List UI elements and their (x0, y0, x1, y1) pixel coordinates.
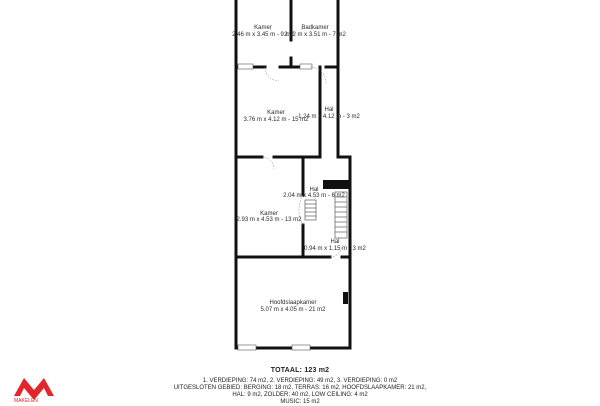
summary-line-excluded-3: MUSIC: 15 m2 (280, 399, 320, 405)
summary-line-excluded-2: HAL: 9 m2, ZOLDER: 40 m2, LOW CEILING: 4 m2 (232, 392, 368, 398)
logo-wordmark: MAKELEN (14, 398, 38, 404)
room-dimensions: 2.46 m x 3.45 m - 9 m2 (232, 32, 294, 38)
walls (236, 0, 350, 348)
summary-line-floors: 1. VERDIEPING: 74 m2, 2. VERDIEPING: 49 m2, 3. VERDIEPING: 0 m2 (202, 378, 398, 384)
room-dimensions: 2.04 m x 4.53 m - 6 m2 (283, 193, 345, 199)
room-name: Kamer (267, 110, 285, 116)
total-area: TOTAAL: 123 m2 (270, 367, 330, 374)
room-dimensions: 5.07 m x 4.05 m - 21 m2 (260, 307, 326, 313)
room-hoofdslaapkamer (260, 300, 326, 313)
room-dimensions: 0.94 m x 1.15 m - 3 m2 (304, 246, 366, 252)
room-name: Badkamer (301, 25, 329, 31)
room-name: Hal (324, 107, 334, 113)
room-name: Kamer (254, 25, 272, 31)
room-dimensions: 3.76 m x 4.12 m - 15 m2 (243, 117, 309, 123)
wall-marker (343, 292, 348, 304)
summary-line-excluded: UITGESLOTEN GEBIED: BERGING: 18 m2, TERRAS: 16 m2, HOOFDSLAAPKAMER: 21 m2, (173, 385, 427, 391)
room-name: Hoofdslaapkamer (269, 300, 317, 306)
logo-mark (14, 378, 54, 400)
room-name: Hal (309, 187, 319, 193)
room-dimensions: 2.02 m x 3.51 m - 7 m2 (284, 32, 346, 38)
room-hal-upper (298, 107, 360, 120)
room-name: Hal (330, 239, 340, 245)
room-dimensions: 1.24 m x 4.12 m - 3 m2 (298, 114, 360, 120)
room-hal-small (304, 239, 366, 252)
room-name: Kamer (260, 211, 278, 217)
room-kamer-lower (236, 211, 302, 223)
room-dimensions: 2.93 m x 4.53 m - 13 m2 (236, 217, 302, 223)
brand-logo (10, 372, 70, 404)
